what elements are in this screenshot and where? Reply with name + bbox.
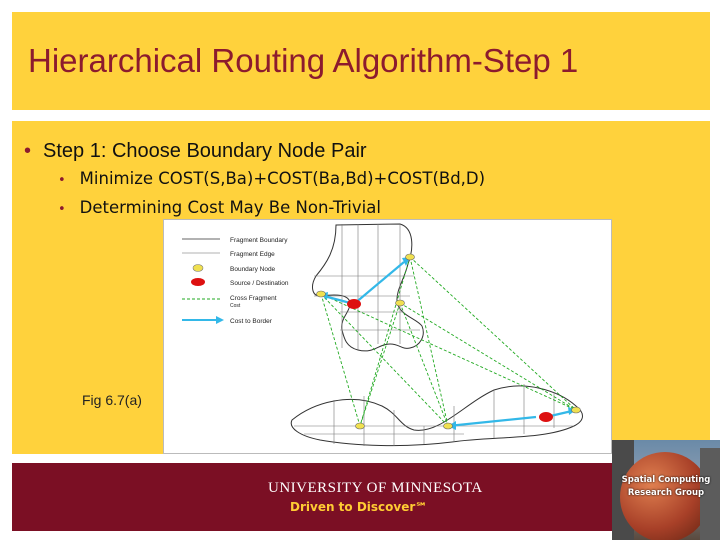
boundary-node-icon	[444, 423, 453, 429]
legend-boundary-node-icon	[193, 265, 203, 272]
sub-bullet-cost	[58, 198, 381, 217]
figure-legend	[182, 237, 289, 325]
slide-title: Hierarchical Routing Algorithm-Step 1	[28, 42, 579, 79]
research-group-line2: Research Group	[627, 488, 705, 498]
bullet-step1	[24, 140, 367, 163]
legend-label: Boundary Node	[230, 266, 276, 273]
boundary-node-icon	[317, 291, 326, 297]
legend-label: Cross Fragment	[230, 295, 277, 302]
destination-node-icon	[539, 412, 553, 422]
source-node-icon	[347, 299, 361, 309]
boundary-node-icon	[396, 300, 405, 306]
research-group-line1: Spatial Computing	[621, 475, 711, 485]
legend-label: Source / Destination	[230, 280, 289, 287]
bullet-dot-icon: •	[24, 140, 32, 162]
lower-fragment-boundary	[291, 386, 582, 446]
legend-arrow-icon	[216, 316, 224, 324]
legend-source-icon	[191, 278, 205, 286]
figure-caption: Fig 6.7(a)	[82, 392, 142, 408]
sub-bullet-cost-text: Determining Cost May Be Non-Trivial	[79, 198, 381, 217]
sub-bullet-minimize-text: Minimize COST(S,Ba)+COST(Ba,Bd)+COST(Bd,D)	[79, 169, 486, 188]
upper-fragment-boundary	[313, 224, 424, 351]
legend-label: Cost	[230, 303, 241, 309]
routing-figure	[163, 219, 612, 454]
boundary-node-icon	[572, 407, 581, 413]
footer-band	[12, 463, 612, 531]
university-tagline: Driven to Discover℠	[290, 500, 428, 514]
bullet-step1-text: Step 1: Choose Boundary Node Pair	[43, 140, 367, 162]
legend-label: Fragment Boundary	[230, 237, 288, 244]
upper-fragment	[313, 224, 424, 351]
legend-label: Fragment Edge	[230, 251, 275, 258]
boundary-node-icon	[406, 254, 415, 260]
legend-label: Cost to Border	[230, 318, 272, 325]
boundary-node-icon	[356, 423, 365, 429]
university-name: UNIVERSITY OF MINNESOTA	[268, 480, 483, 496]
bullet-dot-icon: •	[58, 173, 66, 188]
bullet-dot-icon: •	[58, 202, 66, 217]
research-group-label	[612, 474, 720, 500]
sub-bullet-minimize	[58, 169, 485, 188]
routing-diagram	[164, 220, 611, 453]
